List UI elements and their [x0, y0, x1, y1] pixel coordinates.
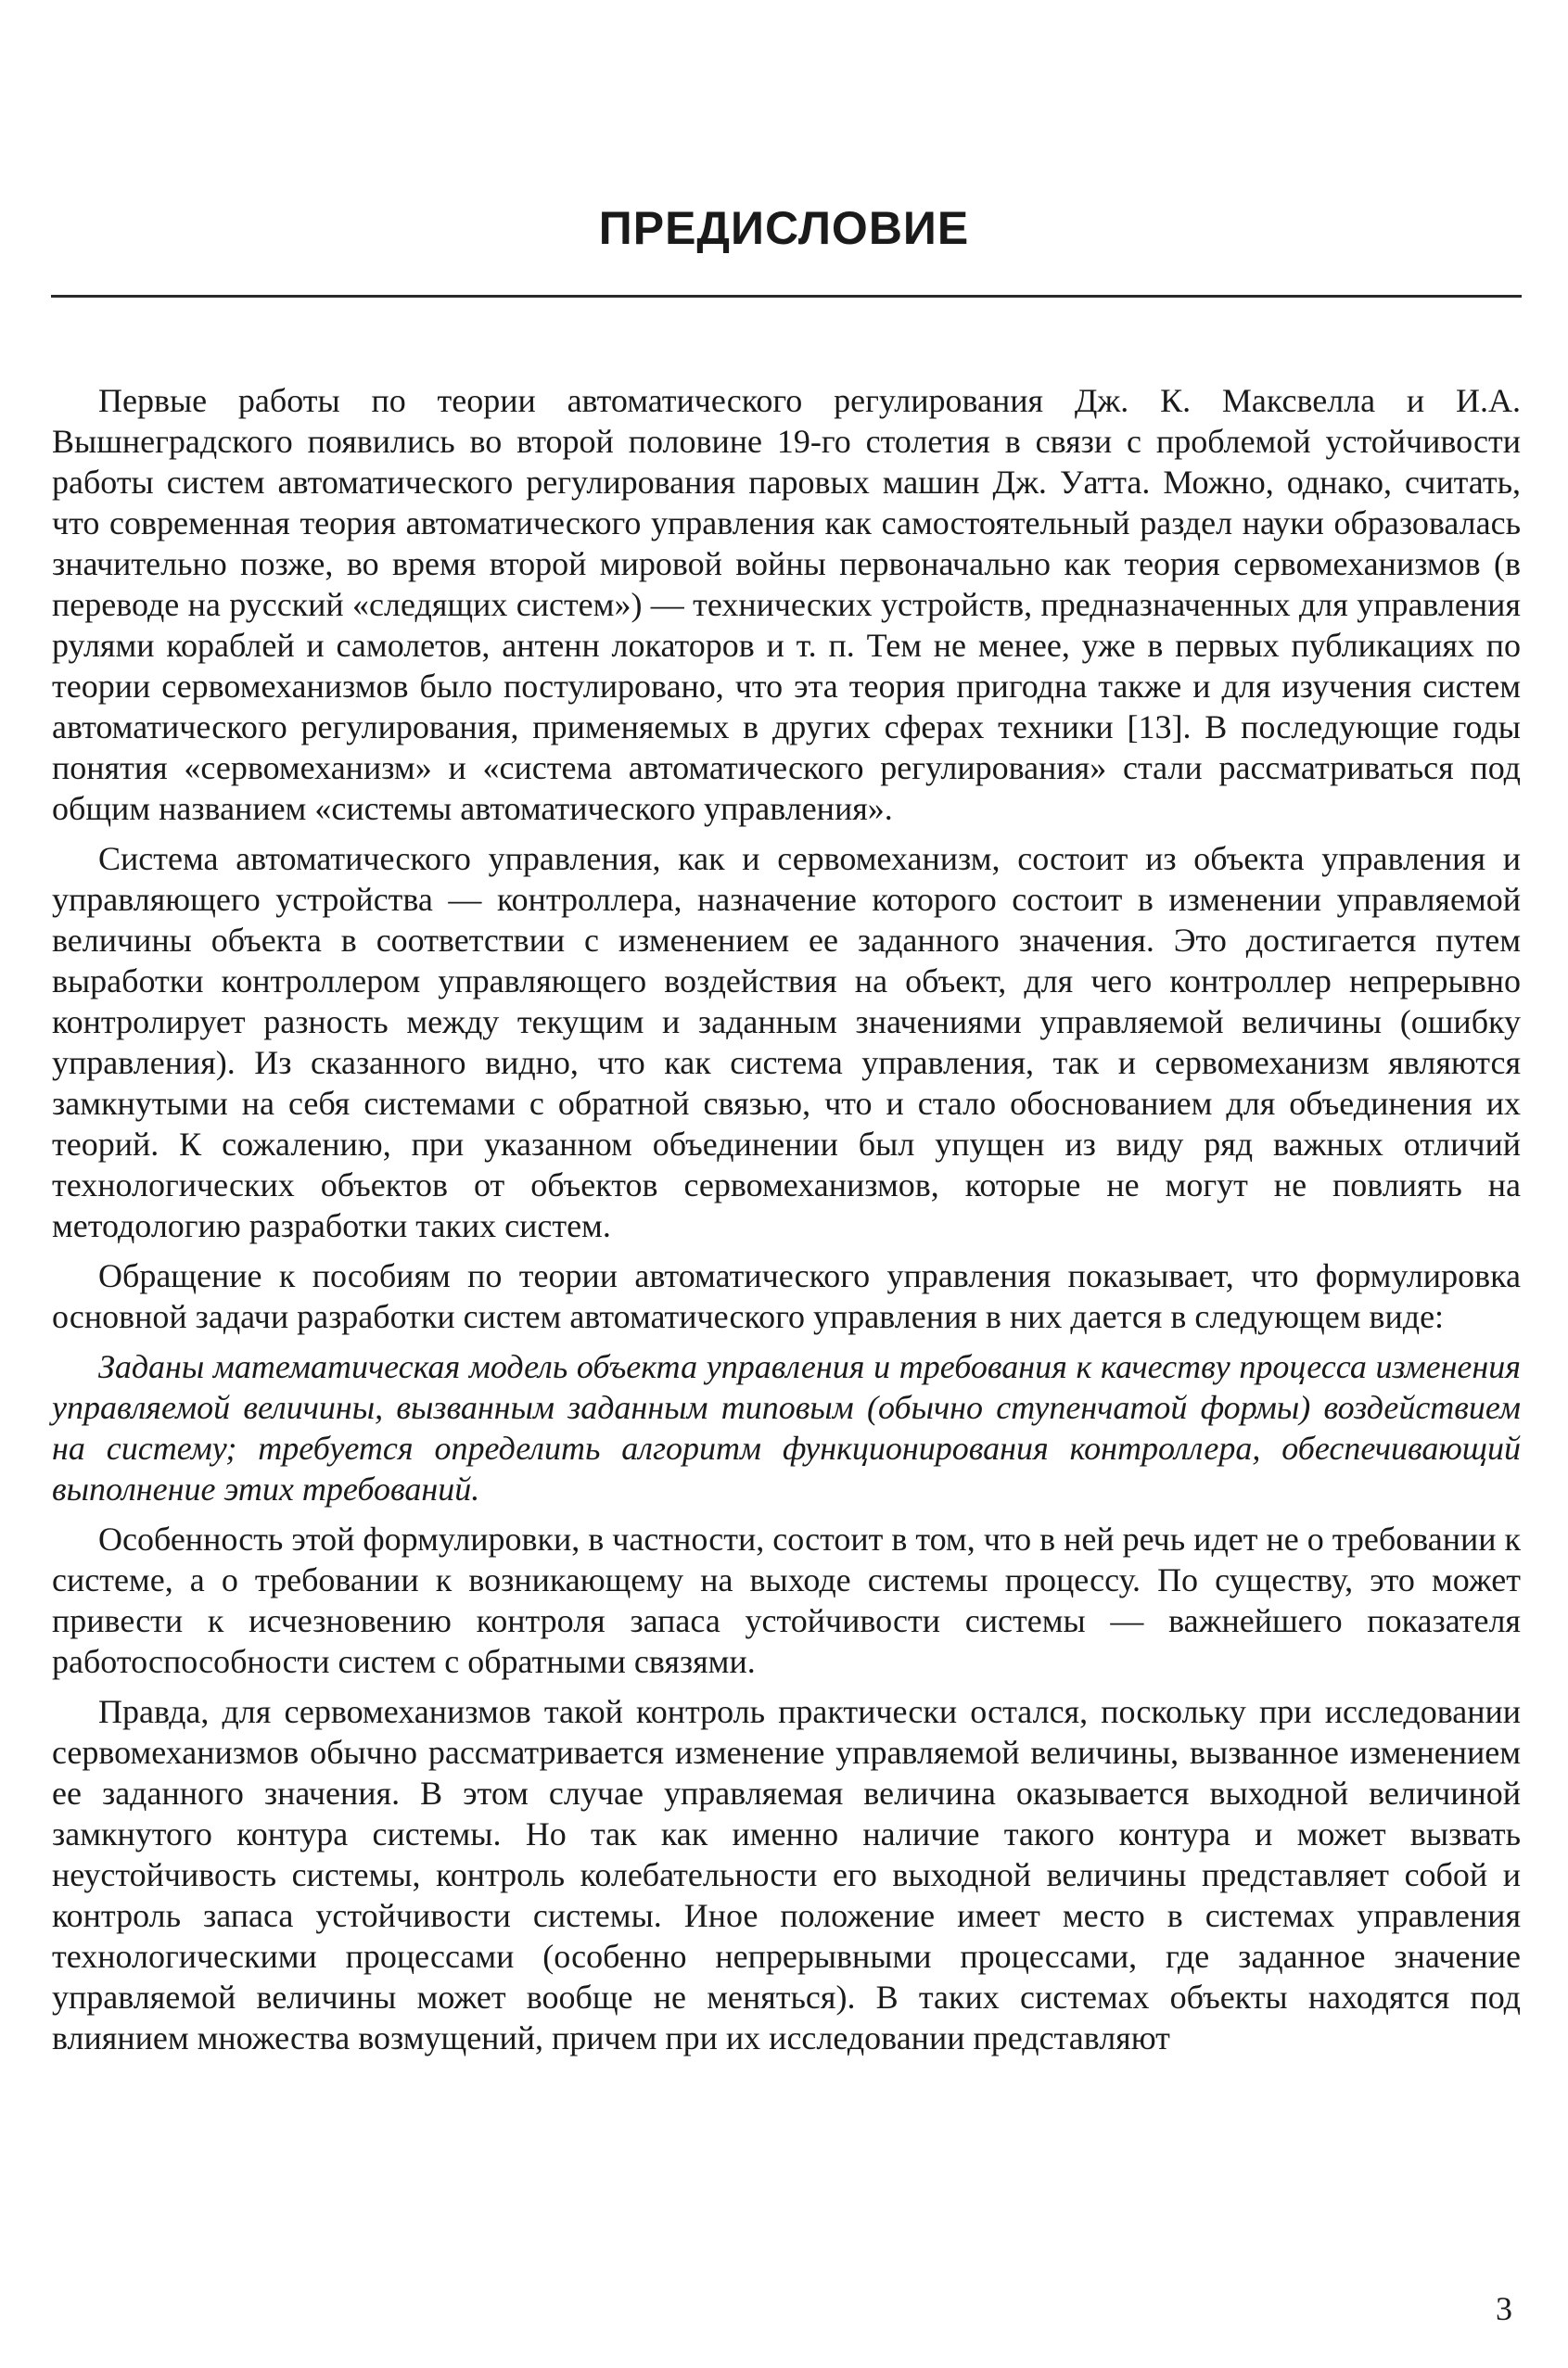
paragraph-5: Особенность этой формулировки, в частности, состоит в том, что в ней речь идет не о требовании к системе, а о требовании к возникающему на выходе системы процессу. По существу, это может привести к исчезновению контроля запаса устойчивости системы — важнейшего показателя работоспособности систем с обратными связями.	[52, 1521, 1521, 1680]
paragraph-1: Первые работы по теории автоматического регулирования Дж. К. Максвелла и И.А. Вышнеградского появились во второй половине 19-го столетия в связи с проблемой устойчивости работы систем автоматического регулирования паровых машин Дж. Уатта. Можно, однако, считать, что современная теория автоматического управления как самостоятельный раздел науки образовалась значительно позже, во время второй мировой войны первоначально как теория сервомеханизмов (в переводе на русский «следящих систем») — технических устройств, предназначенных для управления рулями кораблей и самолетов, антенн локаторов и т. п. Тем не менее, уже в первых публикациях по теории сервомеханизмов было постулировано, что эта теория пригодна также и для изучения систем автоматического регулирования, применяемых в других сферах техники [13]. В последующие годы понятия «сервомеханизм» и «система автоматического регулирования» стали рассматриваться под общим названием «системы автоматического управления».	[52, 382, 1521, 827]
task-statement-italic: Заданы математическая модель объекта управления и требования к качеству процесса изменения управляемой величины, вызванным заданным типовым (обычно ступенчатой формы) воздействием на систему; требуется определить алгоритм функционирования контроллера, обеспечивающий выполнение этих требований.	[52, 1348, 1521, 1508]
paragraph-2: Система автоматического управления, как и сервомеханизм, состоит из объекта управления и управляющего устройства — контроллера, назначение которого состоит в изменении управляемой величины объекта в соответствии с изменением ее заданного значения. Это достигается путем выработки контроллером управляющего воздействия на объект, для чего контроллер непрерывно контролирует разность между текущим и заданным значениями управляемой величины (ошибку управления). Из сказанного видно, что как система управления, так и сервомеханизм являются замкнутыми на себя системами с обратной связью, что и стало обоснованием для объединения их теорий. К сожалению, при указанном объединении был упущен из виду ряд важных отличий технологических объектов от объектов сервомеханизмов, которые не могут не повлиять на методологию разработки таких систем.	[52, 840, 1521, 1244]
page-number: 3	[1496, 2290, 1512, 2327]
paragraph-3: Обращение к пособиям по теории автоматического управления показывает, что формулировка основной задачи разработки систем автоматического управления в них дается в следующем виде:	[52, 1257, 1521, 1335]
body-text	[52, 380, 1521, 2068]
page-title: ПРЕДИСЛОВИЕ	[598, 202, 970, 254]
title-divider	[51, 295, 1522, 298]
paragraph-6: Правда, для сервомеханизмов такой контроль практически остался, поскольку при исследовании сервомеханизмов обычно рассматривается изменение управляемой величины, вызванное изменением ее заданного значения. В этом случае управляемая величина оказывается выходной величиной замкнутого контура системы. Но так как именно наличие такого контура и может вызвать неустойчивость системы, контроль колебательности его выходной величины представляет собой и контроль запаса устойчивости системы. Иное положение имеет место в системах управления технологическими процессами (особенно непрерывными процессами, где заданное значение управляемой величины может вообще не меняться). В таких системах объекты находятся под влиянием множества возмущений, причем при их исследовании представляют	[52, 1693, 1521, 2056]
